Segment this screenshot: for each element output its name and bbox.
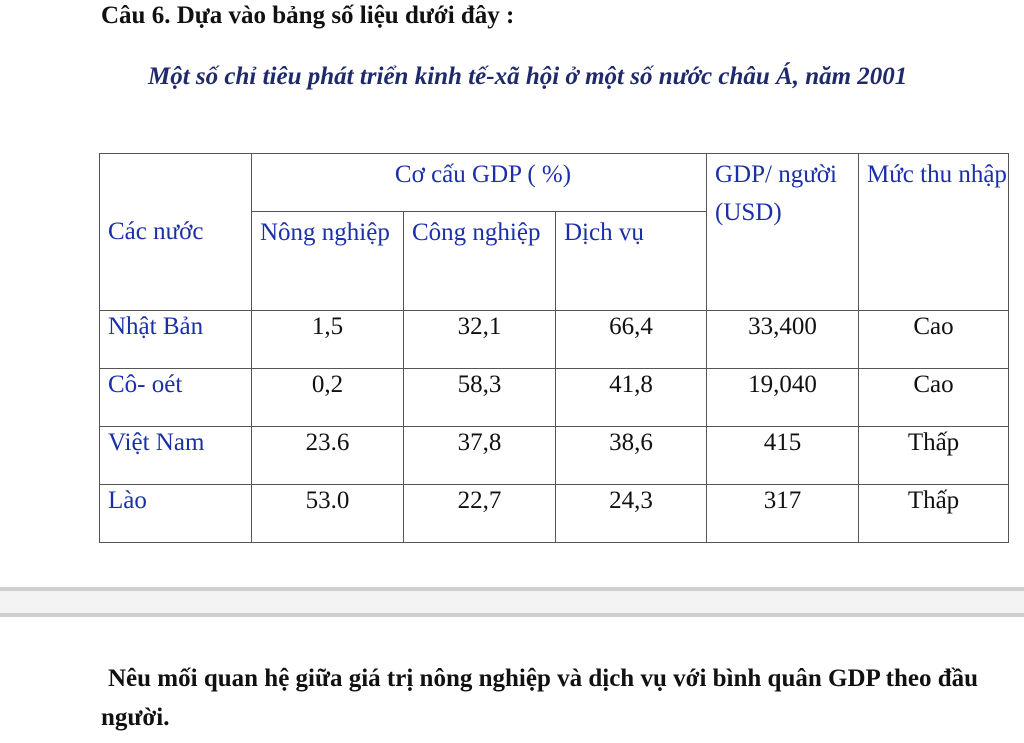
- table-row: [100, 369, 1009, 427]
- gdp-value: 317: [707, 485, 859, 543]
- question-title: Câu 6. Dựa vào bảng số liệu dưới đây :: [101, 2, 515, 29]
- table-row: [100, 485, 1009, 543]
- table-row: [100, 311, 1009, 369]
- data-table: [99, 153, 1009, 543]
- agriculture-value: 1,5: [252, 311, 404, 369]
- gdp-value: 33,400: [707, 311, 859, 369]
- country-name: Cô- oét: [100, 369, 252, 427]
- header-services: Dịch vụ: [556, 212, 707, 311]
- income-value: Cao: [859, 369, 1009, 427]
- header-gdp-per-capita: GDP/ người (USD): [707, 154, 859, 311]
- table-row: [100, 427, 1009, 485]
- page-divider: [0, 587, 1024, 617]
- agriculture-value: 53.0: [252, 485, 404, 543]
- industry-value: 37,8: [404, 427, 556, 485]
- country-name: Nhật Bản: [100, 311, 252, 369]
- table-header-row: [100, 154, 1009, 212]
- services-value: 24,3: [556, 485, 707, 543]
- header-country: Các nước: [100, 154, 252, 311]
- country-name: Lào: [100, 485, 252, 543]
- header-industry: Công nghiệp: [404, 212, 556, 311]
- income-value: Cao: [859, 311, 1009, 369]
- question-prompt: Nêu mối quan hệ giữa giá trị nông nghiệp và dịch vụ với bình quân GDP theo đầu người.: [101, 665, 979, 731]
- header-gdp-structure: Cơ cấu GDP ( %): [252, 154, 707, 212]
- services-value: 41,8: [556, 369, 707, 427]
- services-value: 66,4: [556, 311, 707, 369]
- industry-value: 58,3: [404, 369, 556, 427]
- gdp-value: 19,040: [707, 369, 859, 427]
- agriculture-value: 23.6: [252, 427, 404, 485]
- services-value: 38,6: [556, 427, 707, 485]
- table-caption: Một số chỉ tiêu phát triển kinh tế-xã hội ở một số nước châu Á, năm 2001: [148, 63, 908, 90]
- industry-value: 32,1: [404, 311, 556, 369]
- industry-value: 22,7: [404, 485, 556, 543]
- income-value: Thấp: [859, 427, 1009, 485]
- gdp-value: 415: [707, 427, 859, 485]
- header-agriculture: Nông nghiệp: [252, 212, 404, 311]
- agriculture-value: 0,2: [252, 369, 404, 427]
- income-value: Thấp: [859, 485, 1009, 543]
- header-income-level: Mức thu nhập: [859, 154, 1009, 311]
- country-name: Việt Nam: [100, 427, 252, 485]
